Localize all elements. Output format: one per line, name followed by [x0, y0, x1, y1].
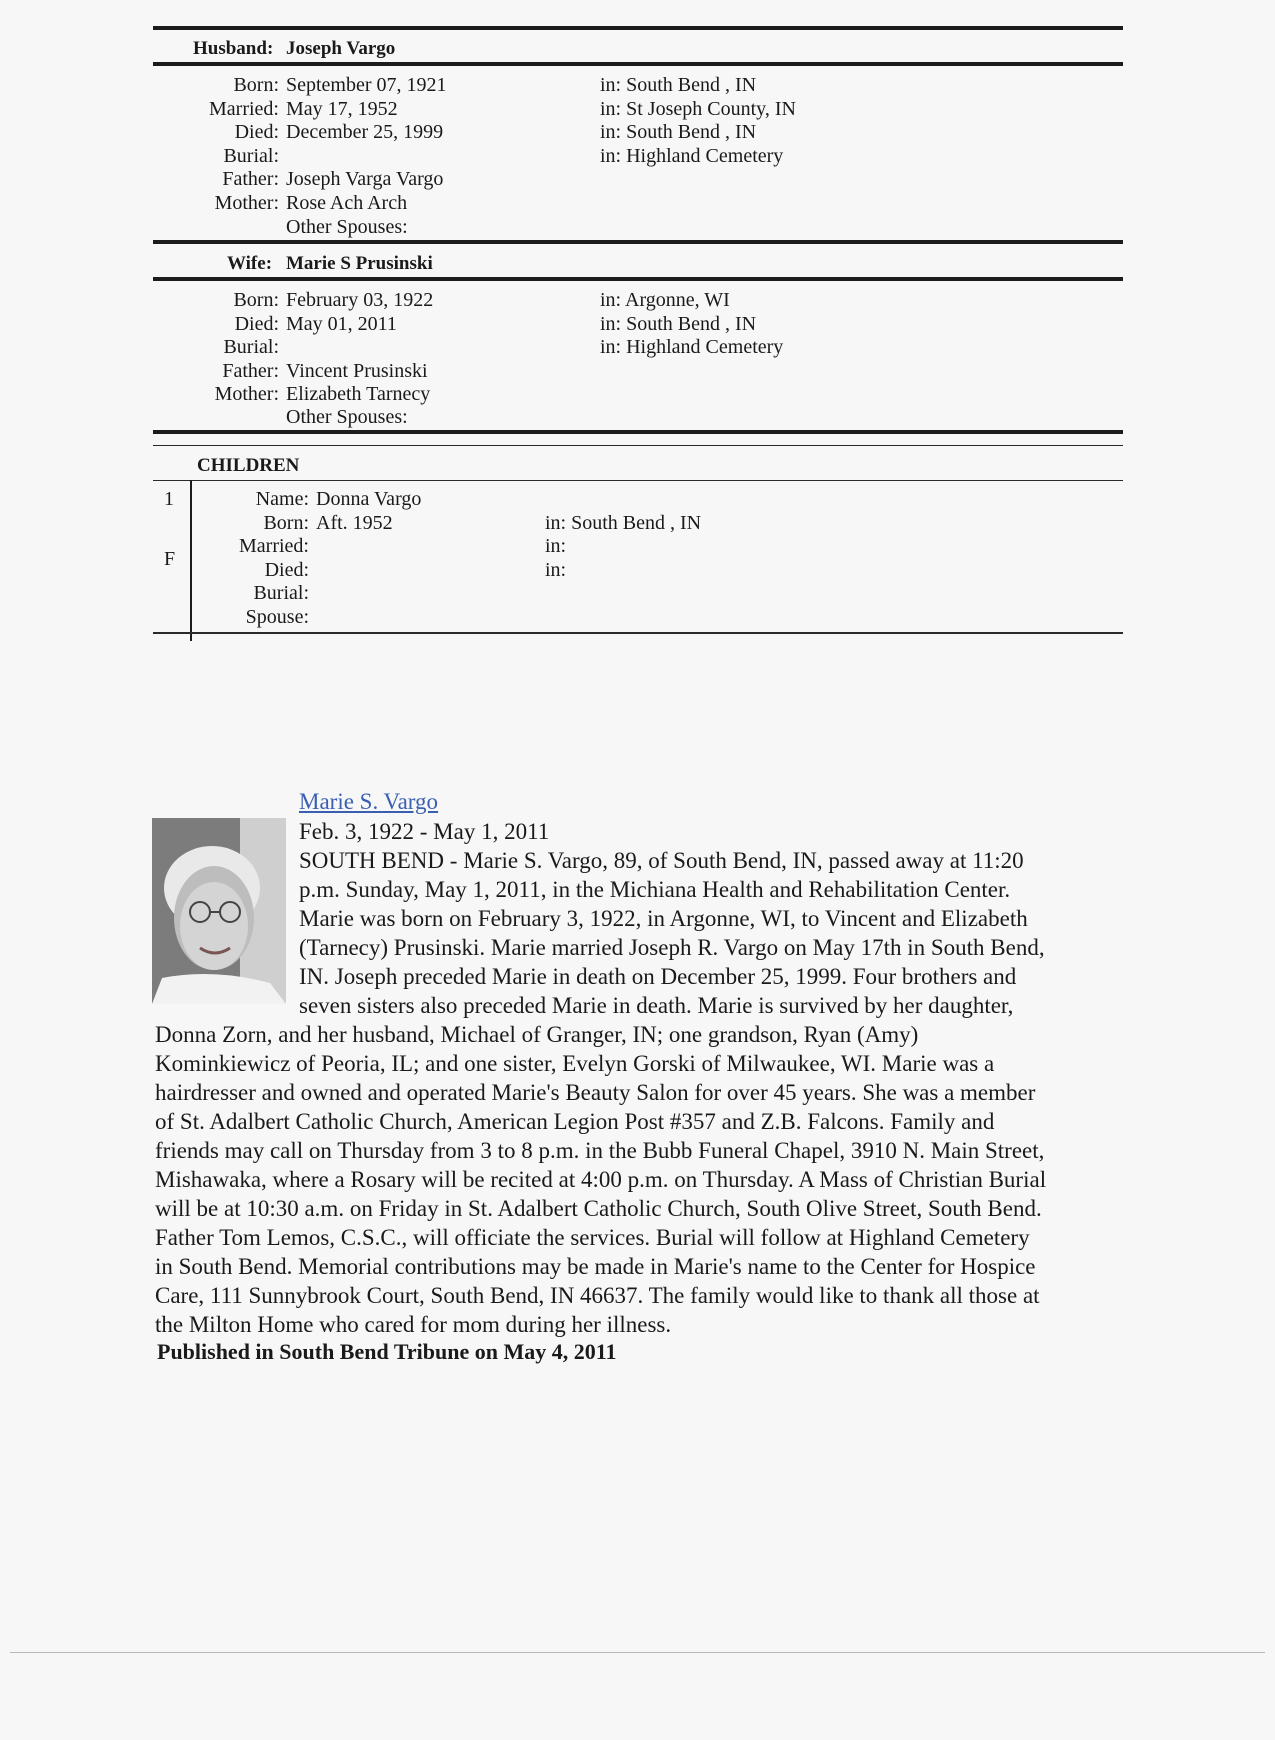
- obituary-line: Marie was born on February 3, 1922, in Argonne, WI, to Vincent and Elizabeth: [299, 906, 1028, 931]
- top-rule: [153, 26, 1123, 30]
- obituary-line: p.m. Sunday, May 1, 2011, in the Michiana Health and Rehabilitation Center.: [299, 877, 1011, 902]
- obituary-line: friends may call on Thursday from 3 to 8 p.m. in the Bubb Funeral Chapel, 3910 N. Main Street,: [155, 1138, 1045, 1163]
- children-row-place: in: South Bend , IN: [545, 511, 702, 534]
- obituary-line: the Milton Home who cared for mom during her illness.: [155, 1312, 672, 1337]
- obituary-published: Published in South Bend Tribune on May 4, 2011: [157, 1339, 617, 1364]
- husband-row-label: Married:: [209, 97, 279, 120]
- portrait-image: [152, 818, 286, 1004]
- wife-row-place: in: Argonne, WI: [600, 289, 730, 311]
- obituary-line: IN. Joseph preceded Marie in death on December 25, 1999. Four brothers and: [299, 964, 1017, 989]
- wife-row-value: Vincent Prusinski: [286, 359, 428, 382]
- children-row-label: Spouse:: [245, 605, 309, 628]
- husband-other-spouses: Other Spouses:: [286, 216, 408, 238]
- obituary-line: will be at 10:30 a.m. on Friday in St. Adalbert Catholic Church, South Olive Street, South Bend.: [155, 1196, 1042, 1221]
- husband-row-label: Burial:: [223, 144, 279, 167]
- obituary-line: Mishawaka, where a Rosary will be recited at 4:00 p.m. on Thursday. A Mass of Christian Burial: [155, 1167, 1047, 1192]
- wife-heading-label: Wife:: [227, 253, 273, 274]
- wife-row-label: Born:: [233, 289, 279, 311]
- children-row-label: Born:: [263, 511, 309, 534]
- wife-row-label: Father:: [222, 359, 279, 382]
- husband-row-value: September 07, 1921: [286, 74, 447, 96]
- husband-row-value: Rose Ach Arch: [286, 191, 408, 214]
- husband-row-place: in: Highland Cemetery: [600, 144, 784, 167]
- children-heading: CHILDREN: [197, 455, 300, 476]
- husband-name: Joseph Vargo: [286, 38, 396, 59]
- children-row-value: Donna Vargo: [316, 488, 422, 510]
- husband-row-label: Born:: [233, 74, 279, 96]
- husband-row-place: in: South Bend , IN: [600, 121, 757, 143]
- obituary-line: Care, 111 Sunnybrook Court, South Bend, IN 46637. The family would like to thank all those at: [155, 1283, 1040, 1308]
- wife-row-label: Died:: [234, 312, 279, 335]
- children-row-value: Aft. 1952: [316, 511, 393, 534]
- husband-row-label: Mother:: [214, 191, 279, 214]
- wife-row-value: Elizabeth Tarnecy: [286, 383, 431, 405]
- obituary-line: Donna Zorn, and her husband, Michael of Granger, IN; one grandson, Ryan (Amy): [155, 1022, 919, 1047]
- husband-row-place: in: South Bend , IN: [600, 74, 757, 96]
- wife-row-label: Mother:: [214, 383, 279, 405]
- children-top-thin-rule: [153, 445, 1123, 446]
- children-row-place: in:: [545, 535, 567, 557]
- husband-row-place: in: St Joseph County, IN: [600, 97, 796, 120]
- husband-row-label: Died:: [234, 121, 279, 143]
- obituary-line: seven sisters also preceded Marie in death. Marie is survived by her daughter,: [299, 993, 1014, 1018]
- children-row-place: in:: [545, 558, 567, 581]
- wife-other-spouses: Other Spouses:: [286, 406, 408, 428]
- children-row-label: Name:: [255, 488, 309, 510]
- children-header-rule: [153, 480, 1123, 481]
- wife-row-place: in: Highland Cemetery: [600, 336, 784, 358]
- husband-row-label: Father:: [222, 168, 279, 190]
- husband-row-value: December 25, 1999: [286, 121, 444, 143]
- children-bottom-rule: [153, 632, 1123, 634]
- children-row-label: Burial:: [253, 582, 309, 604]
- wife-top-rule: [153, 240, 1123, 244]
- page-edge-line: [10, 1652, 1265, 1653]
- wife-row-place: in: South Bend , IN: [600, 312, 757, 335]
- obituary-line: in South Bend. Memorial contributions may be made in Marie's name to the Center for Hospice: [155, 1254, 1036, 1279]
- obituary-line: hairdresser and owned and operated Marie's Beauty Salon for over 45 years. She was a member: [155, 1080, 1036, 1105]
- obituary-photo: [152, 818, 286, 1004]
- husband-row-value: May 17, 1952: [286, 97, 398, 120]
- obituary-line: (Tarnecy) Prusinski. Marie married Joseph R. Vargo on May 17th in South Bend,: [299, 935, 1045, 960]
- children-row-label: Died:: [264, 558, 309, 581]
- wife-rule: [153, 277, 1123, 281]
- obituary-line: Father Tom Lemos, C.S.C., will officiate the services. Burial will follow at Highland Cemetery: [155, 1225, 1030, 1250]
- wife-row-label: Burial:: [223, 336, 279, 358]
- children-top-rule: [153, 430, 1123, 434]
- obituary-line: SOUTH BEND - Marie S. Vargo, 89, of South Bend, IN, passed away at 11:20: [299, 848, 1024, 873]
- husband-row-value: Joseph Varga Vargo: [286, 168, 444, 190]
- children-row-label: Married:: [239, 535, 309, 557]
- wife-row-value: May 01, 2011: [286, 312, 397, 335]
- husband-rule: [153, 62, 1123, 66]
- obituary-dates: Feb. 3, 1922 - May 1, 2011: [299, 819, 550, 844]
- obituary-line: Kominkiewicz of Peoria, IL; and one sister, Evelyn Gorski of Milwaukee, WI. Marie was a: [155, 1051, 995, 1076]
- husband-heading-label: Husband:: [193, 38, 274, 59]
- obituary-line: of St. Adalbert Catholic Church, American Legion Post #357 and Z.B. Falcons. Family and: [155, 1109, 995, 1134]
- child-sex: F: [164, 548, 176, 570]
- wife-row-value: February 03, 1922: [286, 289, 434, 311]
- obituary-name-link[interactable]: Marie S. Vargo: [299, 789, 439, 814]
- wife-name: Marie S Prusinski: [286, 253, 433, 274]
- child-number: 1: [164, 488, 174, 510]
